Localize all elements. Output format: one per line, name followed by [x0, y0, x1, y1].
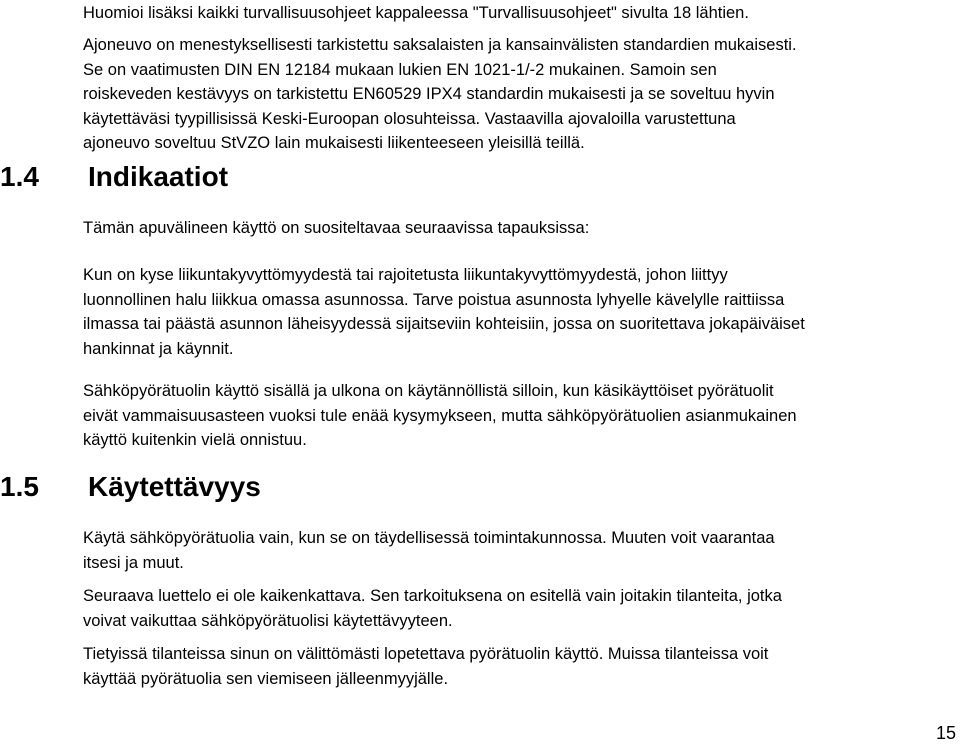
text-line: Huomioi lisäksi kaikki turvallisuusohjeet kappaleessa "Turvallisuusohjeet" sivulta 18 lähtien. [83, 4, 749, 22]
indications-intro-paragraph [83, 216, 933, 241]
text-line: Tämän apuvälineen käyttö on suositeltavaa seuraavissa tapauksissa: [83, 219, 590, 237]
section-heading-indications [0, 160, 228, 194]
text-line: Sähköpyörätuolin käyttö sisällä ja ulkona on käytännöllistä silloin, kun käsikäyttöiset pyörätuolit [83, 382, 774, 400]
indications-paragraph-1 [83, 263, 933, 361]
text-line: Se on vaatimusten DIN EN 12184 mukaan lukien EN 1021-1/-2 mukainen. Samoin sen [83, 60, 717, 79]
text-line: Käytä sähköpyörätuolia vain, kun se on täydellisessä toimintakunnossa. Muuten voit vaarantaa [83, 529, 775, 547]
section-number: 1.5 [0, 471, 39, 502]
section-heading-usability [0, 470, 261, 504]
page-number: 15 [935, 723, 956, 743]
usability-paragraph-2 [83, 584, 933, 633]
text-line: käyttö kuitenkin vielä onnistuu. [83, 431, 307, 449]
text-line: ajoneuvo soveltuu StVZO lain mukaisesti liikenteeseen yleisillä teillä. [83, 134, 585, 152]
text-line: Kun on kyse liikuntakyvyttömyydestä tai rajoitetusta liikuntakyvyttömyydestä, johon liittyy [83, 266, 728, 284]
text-line: Tietyissä tilanteissa sinun on välittömästi lopetettava pyörätuolin käyttö. Muissa tilanteissa voit [83, 645, 769, 663]
section-title: Käytettävyys [88, 471, 261, 502]
text-line: roiskeveden kestävyys on tarkistettu EN60529 IPX4 standardin mukaisesti ja se soveltuu hyvin [83, 85, 775, 103]
usability-paragraph-3 [83, 642, 933, 691]
text-line: ilmassa tai päästä asunnon läheisyydessä sijaitseviin kohteisiin, jossa on suoritettava jokapäiväiset [83, 315, 805, 333]
safety-reference-text [83, 1, 933, 26]
text-line: itsesi ja muut. [83, 553, 184, 572]
text-line: hankinnat ja käynnit. [83, 339, 234, 358]
section-title: Indikaatiot [88, 161, 229, 192]
text-line: käyttää pyörätuolia sen viemiseen jälleenmyyjälle. [83, 669, 449, 688]
text-line: luonnollinen halu liikkua omassa asunnossa. Tarve poistua asunnosta lyhyelle kävelylle raittiissa [83, 290, 785, 309]
text-line: Ajoneuvo on menestyksellisesti tarkistettu saksalaisten ja kansainvälisten standardien mukaisesti. [83, 36, 797, 54]
standards-paragraph [83, 33, 933, 156]
text-line: eivät vammaisuusasteen vuoksi tule enää kysymykseen, mutta sähköpyörätuolien asianmukainen [83, 406, 797, 425]
text-line: käytettäväsi tyypillisissä Keski-Euroopan olosuhteissa. Vastaavilla ajovaloilla varustettuna [83, 109, 736, 128]
indications-paragraph-2 [83, 379, 933, 453]
text-line: Seuraava luettelo ei ole kaikenkattava. Sen tarkoituksena on esitellä vain joitakin tilanteita, jotka [83, 587, 782, 605]
section-number: 1.4 [0, 161, 39, 192]
usability-paragraph-1 [83, 526, 933, 575]
text-line: voivat vaikuttaa sähköpyörätuolisi käytettävyyteen. [83, 611, 453, 630]
